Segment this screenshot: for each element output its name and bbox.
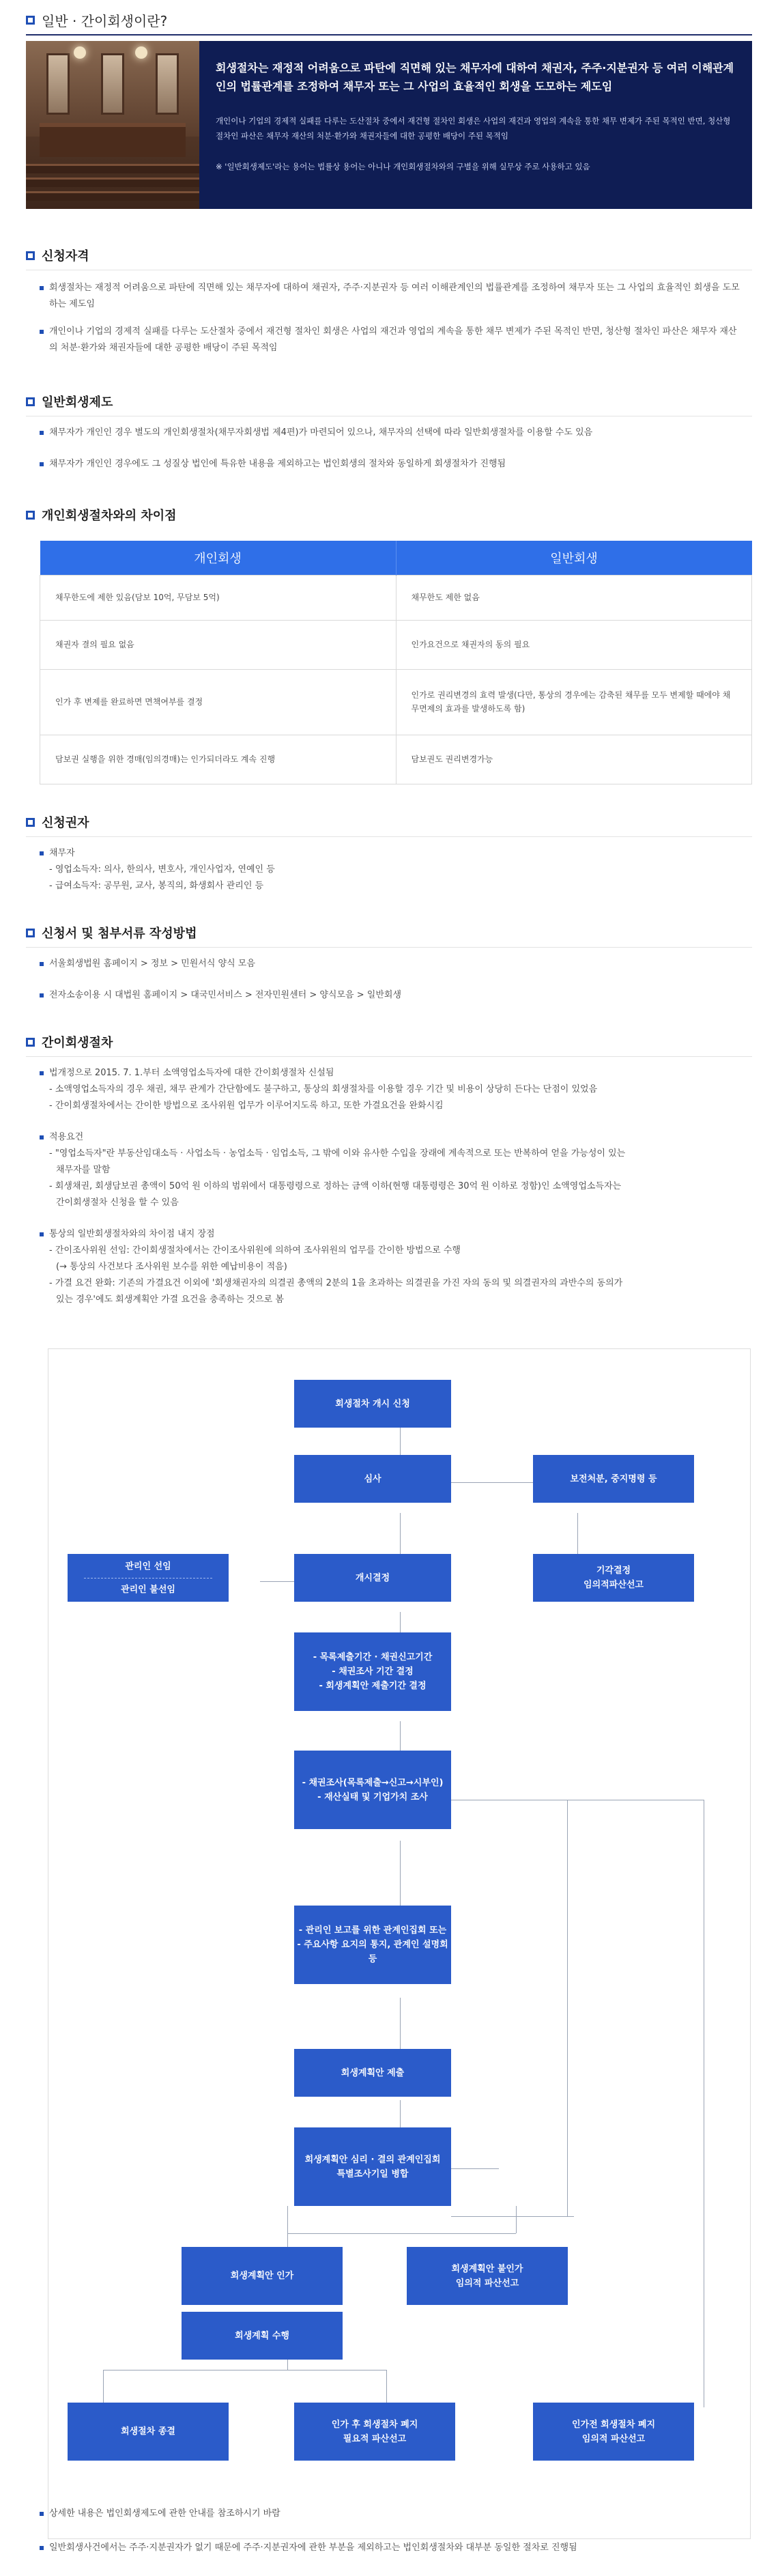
table-cell: 채무한도에 제한 있음(담보 10억, 무담보 5억) [40,575,397,620]
general-list [40,425,743,472]
table-row [40,575,752,620]
square-bullet-icon [26,251,35,260]
connector-line [451,2168,499,2169]
section-heading-applicant: 신청권자 [26,812,89,832]
hero-lead: 회생절차는 재정적 어려움으로 파탄에 직면해 있는 채무자에 대하여 채권자, 주주·지분권자 등 여러 이해관계인의 법률관계를 조정하여 채무자 또는 그 사업의 효율적인 회생을 도모하는 제도임 [216,61,734,93]
table-cell: 인가로 권리변경의 효력 발생(다만, 통상의 경우에는 감축된 채무를 모두 변제할 때에야 채무면제의 효과를 발생하도록 함) [396,669,752,735]
qualification-list [40,280,743,356]
flow-step-approval: 회생계획안 인가 [182,2247,343,2305]
hero-banner [26,41,752,209]
square-bullet-icon [26,929,35,937]
flow-step-disapproval: 회생계획안 불인가 임의적 파산선고 [407,2247,568,2305]
connector-line [386,2370,387,2407]
flow-step-start: 회생절차 개시 신청 [294,1380,451,1428]
list-item: 전자소송이용 시 대법원 홈페이지 > 대국민서비스 > 전자민원센터 > 양식모음 > 일반회생 [40,987,743,1004]
footer-notes [40,2506,749,2556]
flow-step-plan-hearing: 회생계획안 심리 · 결의 관계인집회 특별조사기일 병합 [294,2127,451,2206]
table-cell: 담보권도 권리변경가능 [396,735,752,784]
list-subitem: - 간이회생절차에서는 간이한 방법으로 조사위원 업무가 이루어지도록 하고, 또한 가결요건을 완화시킴 [49,1101,444,1111]
square-bullet-icon [26,818,35,827]
flow-step-rejection: 기각결정 임의적파산선고 [533,1554,694,1602]
flow-step-closing: 회생절차 종결 [68,2403,229,2461]
flow-step-plan-submit: 회생계획안 제출 [294,2049,451,2097]
hero-note: ※ '일반회생제도'라는 용어는 법률상 용어는 아니나 개인회생절차와의 구별을 위해 실무상 주로 사용하고 있음 [216,162,590,171]
list-subitem: - 가결 요건 완화: 기존의 가결요건 이외에 '회생채권자의 의결권 총액의 2분의 1을 초과하는 의결권을 가진 자의 동의 및 의결권자의 과반수의 동의가 [49,1278,623,1288]
table-cell: 인가 후 변제를 완료하면 면책여부를 결정 [40,669,397,735]
table-header-personal: 개인회생 [40,541,397,575]
list-subitem: - 영업소득자: 의사, 한의사, 변호사, 개인사업자, 연예인 등 [49,864,275,875]
table-row [40,669,752,735]
title-underline [26,34,752,36]
connector-line [577,1513,578,1554]
square-bullet-icon [26,511,35,520]
connector-line [287,2206,288,2233]
flow-step-meeting: - 관리인 보고를 위한 관계인집회 또는 - 주요사항 요지의 통지, 관계인 설명회 등 [294,1906,451,1984]
connector-line [400,1513,401,1554]
square-bullet-icon [26,397,35,406]
applicant-list [40,845,743,894]
connector-line [451,1482,533,1483]
hero-text [199,41,752,209]
list-item: 법개정으로 2015. 7. 1.부터 소액영업소득자에 대한 간이회생절차 신설됨 [40,1065,743,1081]
table-header-row [40,541,752,575]
section-heading-general: 일반회생제도 [26,392,113,411]
connector-line [400,1841,401,1916]
table-row [40,735,752,784]
section-heading-difference: 개인회생절차와의 차이점 [26,505,177,524]
list-subitem: 있는 경우'에도 회생계획안 가결 요건을 충족하는 것으로 봄 [56,1294,284,1305]
courtroom-image [26,41,199,209]
comparison-table [40,541,752,784]
hero-description: 개인이나 기업의 경제적 실패를 다루는 도산절차 중에서 재건형 절차인 회생은 사업의 재건과 영업의 계속을 통한 채무 변제가 주된 목적인 반면, 청산형 절차인 파산은 채무자 재산의 처분·환가와 채권자들에 대한 공평한 배당이 주된 목적임 [216,116,731,141]
list-item: 적용요건 [40,1129,743,1146]
table-cell: 인가요건으로 채권자의 동의 필요 [396,620,752,669]
list-item: 일반회생사건에서는 주주·지분권자가 없기 때문에 주주·지분권자에 관한 부분을 제외하고는 법인회생절차와 대부분 동일한 절차로 진행됨 [40,2540,749,2556]
table-cell: 채권자 결의 필요 없음 [40,620,397,669]
list-subitem: - 급여소득자: 공무원, 교사, 봉직의, 화생회사 관리인 등 [49,881,264,891]
section-divider [26,1056,752,1057]
flow-step-execution: 회생계획 수행 [182,2312,343,2360]
flow-step-preservation: 보전처분, 중지명령 등 [533,1455,694,1503]
list-subitem: - 회생채권, 회생담보권 총액이 50억 원 이하의 범위에서 대통령령으로 정하는 금액 이하(현행 대통령령은 30억 원 이하로 정함)인 소액영업소득자는 [49,1181,622,1191]
simple-list [40,1065,743,1308]
list-item: 채무자가 개인인 경우에도 그 성질상 법인에 특유한 내용을 제외하고는 법인회생의 절차와 동일하게 회생절차가 진행됨 [40,456,743,472]
flow-step-periods: - 목록제출기간 · 채권신고기간 - 채권조사 기간 결정 - 회생계획안 제출기간 결정 [294,1632,451,1711]
flow-step-survey: - 채권조사(목록제출→신고→시부인) - 재산실태 및 기업가치 조사 [294,1751,451,1829]
flow-step-decision: 개시결정 [294,1554,451,1602]
list-subitem: - 소액영업소득자의 경우 채권, 채무 관계가 간단함에도 불구하고, 통상의 회생절차를 이용할 경우 기간 및 비용이 상당히 든다는 단점이 있었음 [49,1084,598,1094]
table-header-general: 일반회생 [396,541,752,575]
list-item: 서울회생법원 홈페이지 > 정보 > 민원서식 양식 모음 [40,956,743,972]
list-item: 개인이나 기업의 경제적 실패를 다루는 도산절차 중에서 재건형 절차인 회생은 사업의 재건과 영업의 계속을 통한 채무 변제가 주된 목적인 반면, 청산형 절차인 파산은 채무자 재산의 처분·환가와 채권자들에 대한 공평한 배당이 주된 목적임 [40,324,743,356]
section-divider [26,836,752,837]
list-item: 채무자가 개인인 경우 별도의 개인회생절차(채무자회생법 제4편)가 마련되어 있으나, 채무자의 선택에 따라 일반회생절차를 이용할 수도 있음 [40,425,743,441]
flow-step-abolition-before: 인가전 회생절차 폐지 임의적 파산선고 [533,2403,694,2461]
section-divider [26,947,752,948]
square-bullet-icon [26,1038,35,1047]
list-subitem: - "영업소득자"란 부동산임대소득 · 사업소득 · 농업소득 · 임업소득, 그 밖에 이와 유사한 수입을 장래에 계속적으로 또는 반복하여 얻을 가능성이 있는 [49,1148,626,1159]
connector-line [287,2233,516,2234]
table-row [40,620,752,669]
list-item: 상세한 내용은 법인회생제도에 관한 안내를 참조하시기 바람 [40,2506,749,2522]
flow-step-administrator: 관리인 선임 관리인 불선임 [68,1554,229,1602]
list-subitem: - 간이조사위원 선임: 간이회생절차에서는 간이조사위원에 의하여 조사위원의 업무를 간이한 방법으로 수행 [49,1245,461,1256]
flow-step-abolition-after: 인가 후 회생절차 폐지 필요적 파산선고 [294,2403,455,2461]
list-item: 통상의 일반회생절차와의 차이점 내지 장점 [40,1226,743,1243]
connector-line [567,1800,568,2216]
page-title [26,10,167,30]
square-bullet-icon [26,16,35,25]
list-subitem: (→ 통상의 사건보다 조사위원 보수를 위한 예납비용이 적음) [56,1262,287,1272]
list-subitem: 채무자를 말함 [56,1165,111,1175]
connector-line [516,2206,517,2233]
section-heading-qualification: 신청자격 [26,246,89,265]
table-cell: 채무한도 제한 없음 [396,575,752,620]
flow-step-review: 심사 [294,1455,451,1503]
page-title-text: 일반 · 간이회생이란? [42,12,168,29]
list-item: 회생절차는 재정적 어려움으로 파탄에 직면해 있는 채무자에 대하여 채권자, 주주·지분권자 등 여러 이해관계인의 법률관계를 조정하여 채무자 또는 그 사업의 효율적인 회생을 도모하는 제도임 [40,280,743,313]
section-heading-simple: 간이회생절차 [26,1032,113,1051]
procedure-flowchart [48,1348,751,2539]
list-item: 채무자 [40,845,743,862]
section-heading-forms: 신청서 및 첨부서류 작성방법 [26,923,197,942]
list-subitem: 간이회생절차 신청을 할 수 있음 [56,1198,179,1208]
forms-list [40,956,743,1004]
connector-line [451,2216,574,2217]
table-cell: 담보권 실행을 위한 경매(임의경매)는 인가되더라도 계속 진행 [40,735,397,784]
connector-line [103,2370,104,2407]
